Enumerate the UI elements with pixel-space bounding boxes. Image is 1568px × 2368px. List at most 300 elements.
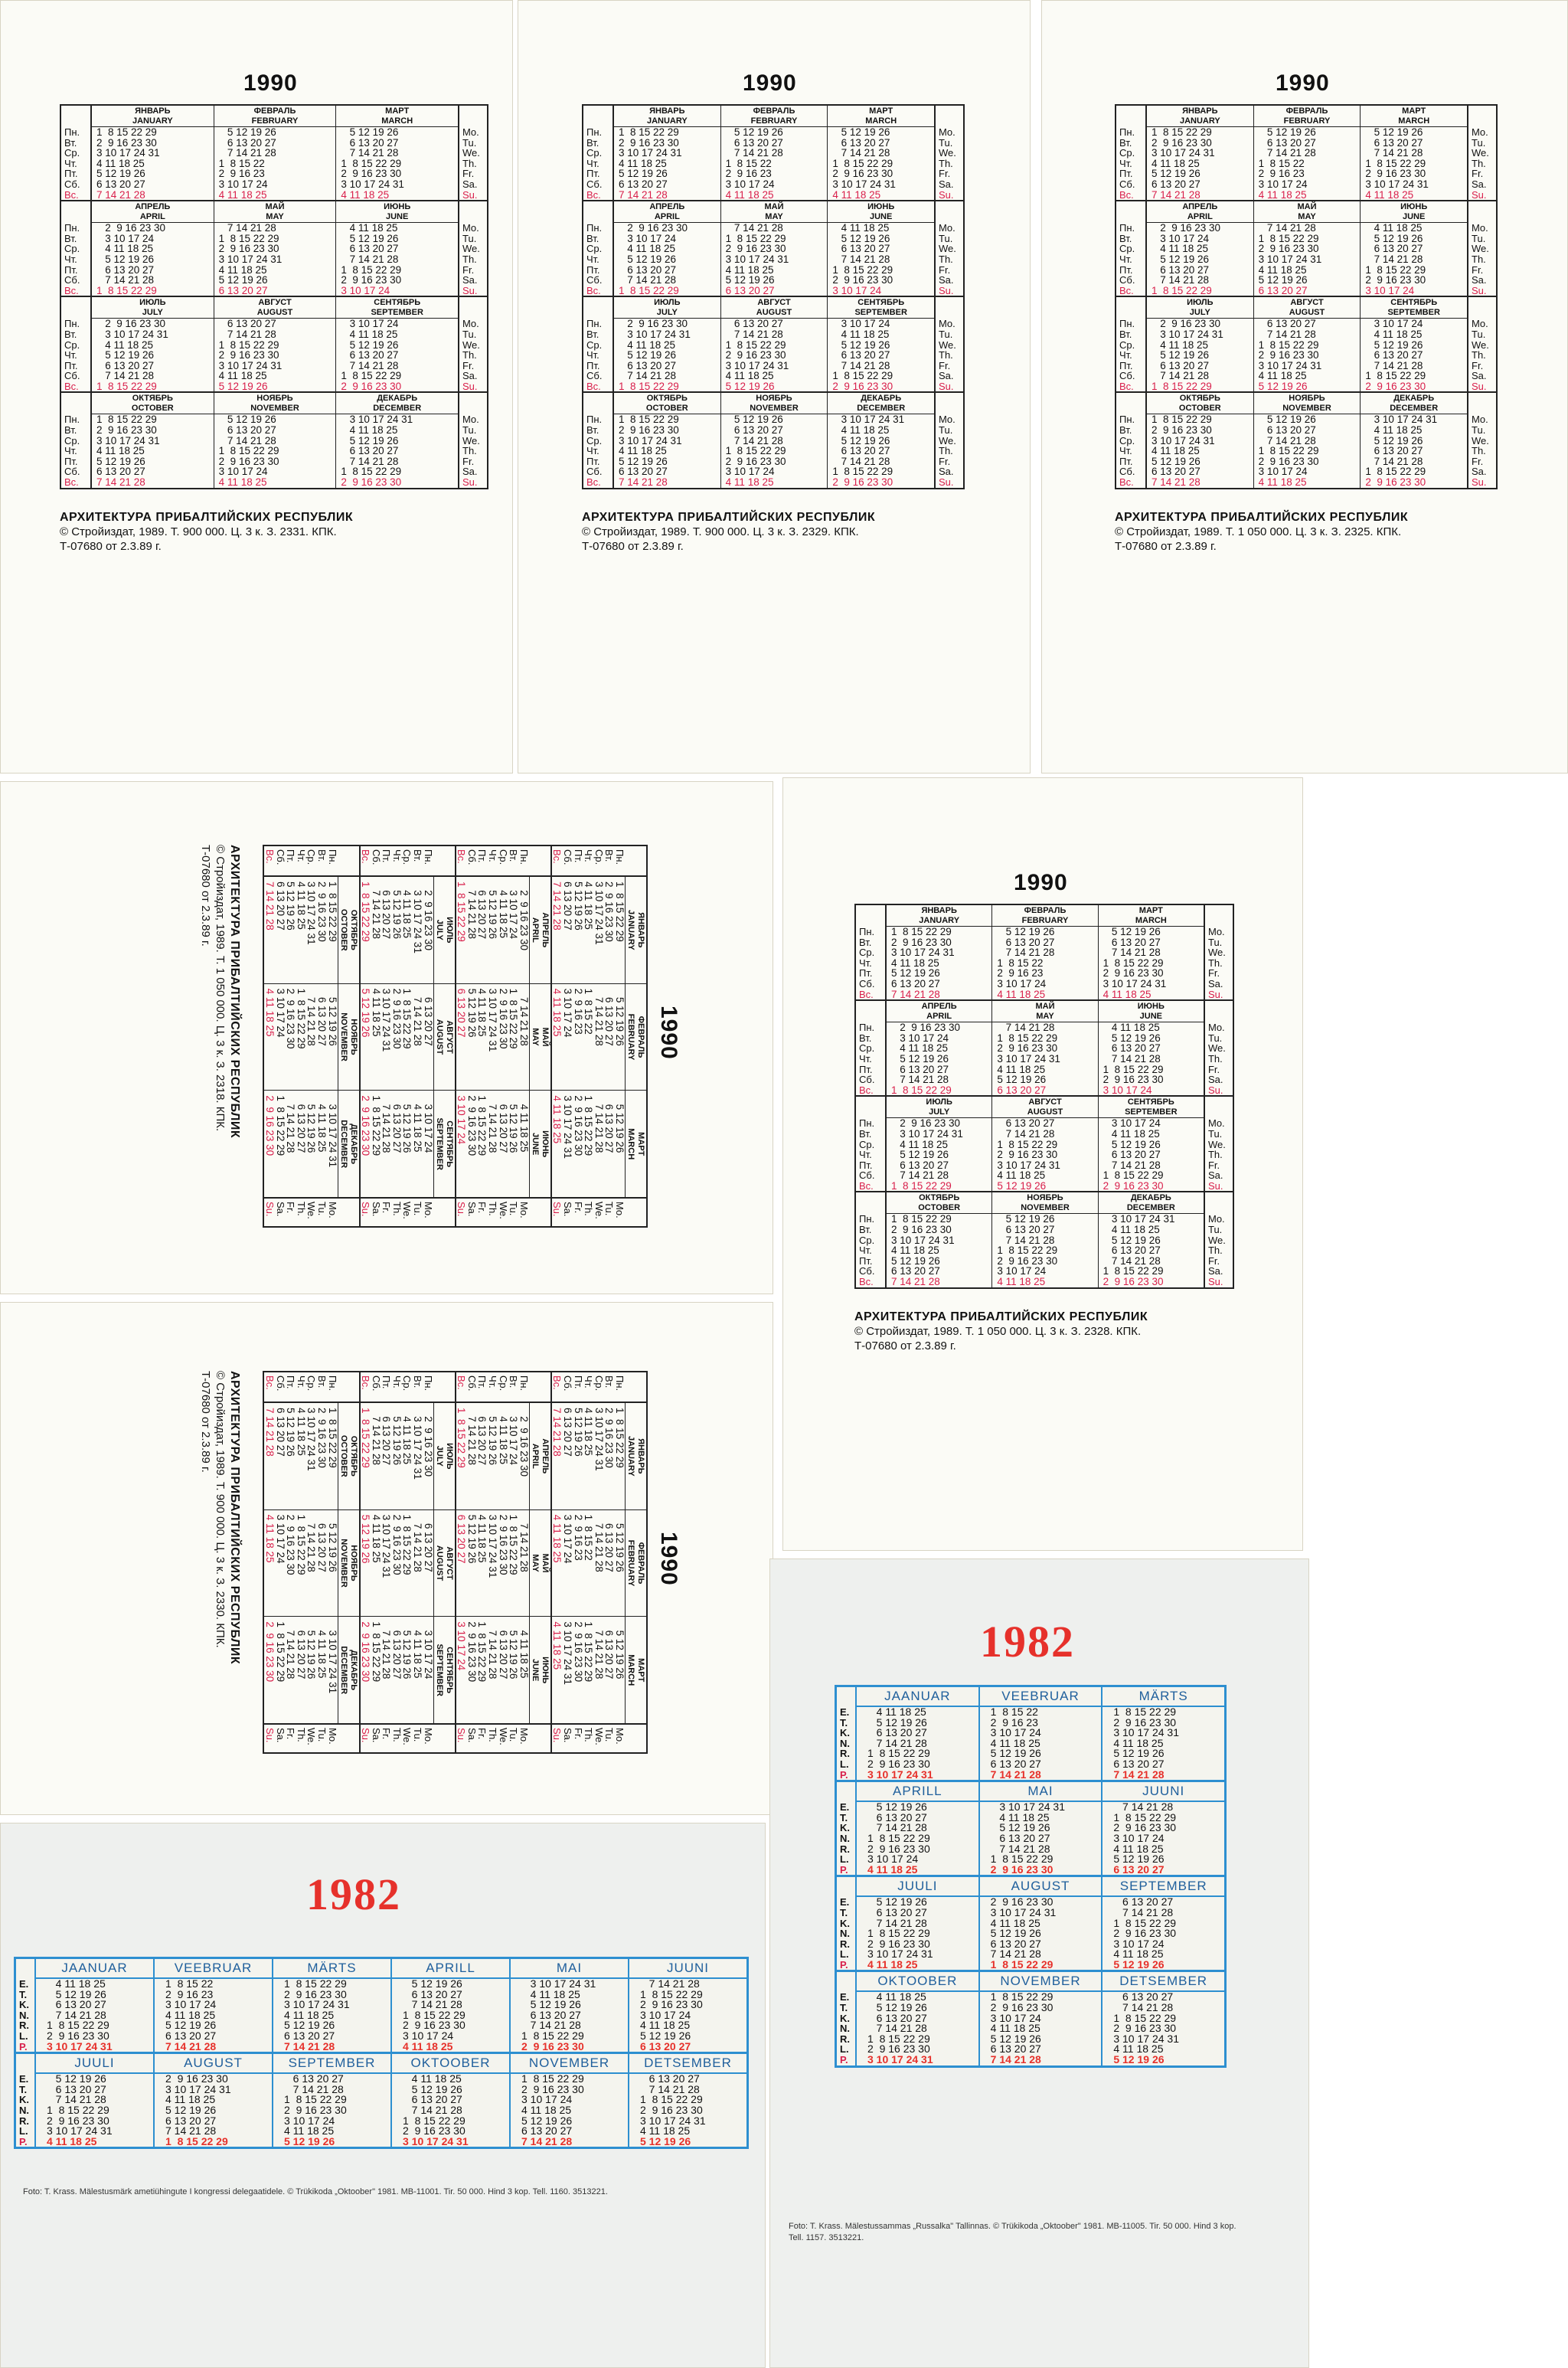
month-days <box>1254 127 1361 200</box>
month-days <box>828 127 934 200</box>
week-line: 3 10 17 24 <box>422 1621 434 1680</box>
weekday-label: Fr. <box>1472 455 1484 467</box>
week-line: 5 12 19 26 <box>619 349 677 361</box>
week-line: 2 9 16 23 30 <box>1113 1715 1177 1729</box>
week-line: 2 9 16 23 30 <box>867 2043 930 2056</box>
month-block <box>1099 905 1205 999</box>
week-line: 3 10 17 24 31 <box>218 253 283 265</box>
weekday-label: Пт. <box>381 1375 393 1389</box>
week-line: 6 13 20 27 <box>284 2029 335 2042</box>
week-line: 7 14 21 28 <box>341 455 399 467</box>
month-block <box>1099 1001 1205 1095</box>
week-line: 5 12 19 26 <box>401 1621 413 1680</box>
month-days <box>456 877 529 983</box>
week-line: 3 10 17 24 <box>274 988 286 1038</box>
week-line: 4 11 18 25 <box>725 370 774 382</box>
week-line: 7 14 21 28 <box>1102 1159 1161 1171</box>
quarter-row <box>1116 200 1496 296</box>
month-block <box>1102 1972 1224 2065</box>
weekday-label: Пт. <box>586 359 600 371</box>
weekday-label: Пн. <box>614 1375 626 1392</box>
week-line: 4 11 18 25 <box>725 476 774 489</box>
weekday-label: Сб. <box>466 1375 478 1392</box>
week-line: 7 14 21 28 <box>593 1514 605 1572</box>
month-block <box>1147 201 1254 296</box>
week-line: 3 10 17 24 <box>1102 1117 1161 1130</box>
week-line: 7 14 21 28 <box>990 2053 1041 2066</box>
month-name: VEEBRUAR <box>980 1687 1102 1707</box>
month-name: ОКТЯБРЬ OCTOBER <box>887 1192 991 1214</box>
weekday-label: Чт. <box>859 1245 872 1257</box>
week-line: 5 12 19 26 <box>326 988 338 1046</box>
week-line: 5 12 19 26 <box>401 1095 413 1153</box>
weekday-labels-ru <box>552 846 646 877</box>
week-line: 7 14 21 28 <box>1113 1801 1174 1814</box>
weekday-label: Tu. <box>1207 1032 1223 1044</box>
week-line: 2 9 16 23 30 <box>832 168 893 180</box>
month-block <box>264 1403 358 1510</box>
month-block <box>552 1510 646 1617</box>
week-line: 4 11 18 25 <box>284 2008 335 2021</box>
weekday-labels-ru <box>361 1372 455 1403</box>
weekday-label: L. <box>19 2125 28 2137</box>
weekday-label: Th. <box>487 1728 499 1742</box>
week-line: 7 14 21 28 <box>466 881 478 940</box>
week-line: 6 13 20 27 <box>1152 466 1200 478</box>
week-line: 6 13 20 27 <box>1365 349 1423 361</box>
week-line: 2 9 16 23 30 <box>997 1042 1058 1055</box>
week-line: 7 14 21 28 <box>619 274 677 286</box>
weekday-label: Вт. <box>1119 424 1132 437</box>
weekday-label: Пн. <box>586 126 603 138</box>
weekday-label: Mo. <box>939 318 956 330</box>
week-line: 5 12 19 26 <box>341 434 399 446</box>
month-block <box>980 1972 1103 2065</box>
month-block <box>511 1959 629 2052</box>
week-line: 1 8 15 22 29 <box>508 988 520 1049</box>
weekday-label: E. <box>19 1978 29 1990</box>
week-line: 5 12 19 26 <box>867 2001 927 2014</box>
month-days <box>392 2074 509 2147</box>
weekday-label: Пн. <box>586 414 603 426</box>
week-line: 4 11 18 25 <box>551 988 564 1037</box>
week-line: 2 9 16 23 30 <box>96 424 157 437</box>
week-line: 1 8 15 22 29 <box>218 445 279 457</box>
week-line: 3 10 17 24 31 <box>521 1977 596 1990</box>
weekday-label: Fr. <box>1472 359 1484 371</box>
month-name: АПРЕЛЬ APRIL <box>614 201 720 223</box>
week-line: 6 13 20 27 <box>1113 1895 1174 1908</box>
week-line: 2 9 16 23 30 <box>572 1095 584 1156</box>
month-block <box>264 984 358 1091</box>
weekday-labels-ru <box>264 1372 358 1403</box>
month-days <box>1361 319 1467 391</box>
week-line: 5 12 19 26 <box>990 1821 1050 1834</box>
weekday-label: Su. <box>551 1728 564 1743</box>
week-line: 2 9 16 23 30 <box>497 988 509 1049</box>
month-days <box>857 1897 978 1970</box>
weekday-label: Вт. <box>859 1127 872 1140</box>
month-block <box>614 201 721 296</box>
week-line: 5 12 19 26 <box>1152 349 1210 361</box>
month-name: ЯНВАРЬ JANUARY <box>625 877 646 983</box>
week-line: 5 12 19 26 <box>867 1895 927 1908</box>
year-title: 1990 <box>656 1532 681 1586</box>
week-line: 4 11 18 25 <box>165 2008 216 2021</box>
weekday-label: Чт. <box>64 349 77 361</box>
week-line: 4 11 18 25 <box>47 2134 97 2147</box>
week-line: 6 13 20 27 <box>1258 284 1308 296</box>
weekday-label: R. <box>840 1938 850 1950</box>
month-days <box>36 1979 153 2052</box>
weekday-label: Sa. <box>939 178 954 190</box>
week-line: 3 10 17 24 <box>619 232 677 244</box>
week-line: 7 14 21 28 <box>47 2008 106 2021</box>
weekday-label: Вт. <box>315 849 328 862</box>
weekday-label: We. <box>462 147 480 159</box>
month-name: MAI <box>980 1782 1102 1802</box>
week-line: 3 10 17 24 31 <box>725 359 789 371</box>
month-block <box>214 106 337 200</box>
week-line: 6 13 20 27 <box>1113 1990 1174 2003</box>
week-line: 6 13 20 27 <box>315 1514 328 1572</box>
year-title: 1982 <box>306 1869 401 1919</box>
week-line: 3 10 17 24 31 <box>218 359 283 371</box>
week-line: 5 12 19 26 <box>165 2019 217 2032</box>
weekday-labels-en <box>1205 1192 1233 1287</box>
week-line: 5 12 19 26 <box>360 988 372 1038</box>
week-line: 4 11 18 25 <box>1365 222 1423 234</box>
week-line: 1 8 15 22 29 <box>508 1514 520 1575</box>
week-line: 7 14 21 28 <box>832 455 890 467</box>
week-line: 6 13 20 27 <box>832 136 890 149</box>
weekday-label: Вс. <box>586 284 601 296</box>
weekday-label: We. <box>1207 1138 1226 1150</box>
week-line: 2 9 16 23 30 <box>1152 136 1212 149</box>
month-row <box>837 1875 1224 1970</box>
week-line: 6 13 20 27 <box>456 1514 468 1564</box>
week-line: 5 12 19 26 <box>619 455 668 467</box>
week-line: 7 14 21 28 <box>96 274 155 286</box>
month-row <box>837 1780 1224 1875</box>
week-line: 4 11 18 25 <box>990 1736 1040 1749</box>
week-line: 2 9 16 23 <box>725 168 772 180</box>
month-block <box>980 1782 1103 1875</box>
week-line: 7 14 21 28 <box>305 1514 318 1572</box>
month-days <box>857 1802 978 1875</box>
weekday-label: Ср. <box>401 849 413 865</box>
month-days <box>614 319 720 391</box>
weekday-label: Tu. <box>1207 1127 1223 1140</box>
year-title: 1990 <box>656 1006 681 1060</box>
week-line: 1 8 15 22 29 <box>832 466 893 478</box>
week-line: 1 8 15 22 29 <box>274 1621 286 1683</box>
week-line: 1 8 15 22 29 <box>725 232 786 244</box>
weekday-label: Чт. <box>859 957 872 969</box>
week-line: 5 12 19 26 <box>990 1747 1041 1760</box>
weekday-label: Пт. <box>859 1063 873 1075</box>
imprint: Foto: T. Krass. Mälestussammas „Russalka" Tallinnas. © Trükikoda „Oktoober" 1981. MB-11005. Tir. 50 000. Hind 3 kop. Tell. 1157. 3513221. <box>789 2222 1236 2242</box>
week-line: 7 14 21 28 <box>1152 370 1210 382</box>
week-line: 1 8 15 22 29 <box>1102 1265 1164 1277</box>
week-line: 7 14 21 28 <box>466 1408 478 1466</box>
weekday-label: Сб. <box>64 178 80 190</box>
week-line: 6 13 20 27 <box>1152 178 1200 190</box>
week-line: 4 11 18 25 <box>832 424 890 437</box>
month-block <box>511 2054 629 2147</box>
week-line: 2 9 16 23 30 <box>466 1621 478 1683</box>
week-line: 5 12 19 26 <box>1258 274 1308 286</box>
quarter-row <box>1116 391 1496 487</box>
week-line: 4 11 18 25 <box>891 1042 949 1055</box>
weekday-labels-ru <box>61 393 92 487</box>
week-line: 4 11 18 25 <box>725 188 774 201</box>
week-line: 2 9 16 23 30 <box>1113 1927 1177 1940</box>
weekday-label: Вс. <box>859 1276 874 1288</box>
footer-date: Т-07680 от 2.3.89 г. <box>1115 540 1217 553</box>
week-line: 3 10 17 24 31 <box>593 881 605 945</box>
month-block <box>992 1001 1098 1095</box>
weekday-label: Пн. <box>422 1375 434 1392</box>
month-block <box>92 201 214 296</box>
week-line: 6 13 20 27 <box>1365 243 1423 255</box>
week-line: 1 8 15 22 29 <box>1113 1706 1177 1718</box>
week-line: 5 12 19 26 <box>1152 253 1210 265</box>
week-line: 5 12 19 26 <box>1113 1958 1165 1971</box>
week-line: 4 11 18 25 <box>1258 263 1307 276</box>
weekday-label: Th. <box>295 1202 307 1216</box>
weekday-label: Tu. <box>603 1728 616 1742</box>
week-line: 2 9 16 23 30 <box>466 1095 478 1156</box>
weekday-label: Пн. <box>1119 414 1135 426</box>
weekday-label: Сб. <box>562 1375 574 1392</box>
weekday-label: Su. <box>456 1202 468 1217</box>
footer-date: Т-07680 от 2.3.89 г. <box>199 1371 212 1473</box>
week-line: 2 9 16 23 30 <box>403 2019 466 2032</box>
weekday-label: Ср. <box>586 147 603 159</box>
week-line: 5 12 19 26 <box>832 126 890 138</box>
week-line: 1 8 15 22 <box>165 1977 214 1990</box>
weekday-labels <box>16 1959 36 2052</box>
week-line: 3 10 17 24 <box>1365 318 1423 330</box>
week-line: 3 10 17 24 31 <box>593 1408 605 1471</box>
weekday-label: Вт. <box>315 1375 328 1388</box>
weekday-label: Fr. <box>462 359 475 371</box>
week-line: 4 11 18 25 <box>476 1514 488 1563</box>
week-line: 6 13 20 27 <box>341 445 399 457</box>
weekday-label: P. <box>840 2054 848 2066</box>
week-line: 1 8 15 22 29 <box>326 881 338 942</box>
month-name: АВГУСТ AUGUST <box>1254 297 1361 319</box>
weekday-label: Th. <box>1472 253 1486 265</box>
weekday-label: Ср. <box>1119 147 1135 159</box>
month-block <box>1099 1192 1205 1287</box>
weekday-labels-en <box>361 1725 455 1752</box>
month-name: АВГУСТ AUGUST <box>214 297 336 319</box>
weekday-label: Ср. <box>593 1375 605 1392</box>
month-days <box>992 927 1097 999</box>
month-days <box>1361 414 1467 487</box>
weekday-labels-en <box>1468 106 1496 200</box>
month-block <box>456 877 550 984</box>
week-line: 1 8 15 22 29 <box>990 1990 1054 2003</box>
week-line: 3 10 17 24 31 <box>381 988 393 1052</box>
weekday-label: Вс. <box>1119 188 1134 201</box>
weekday-label: Th. <box>583 1728 595 1742</box>
month-days <box>1147 319 1253 391</box>
week-line: 1 8 15 22 29 <box>583 1621 595 1683</box>
weekday-label: Чт. <box>1119 157 1132 169</box>
month-grid <box>582 104 965 489</box>
month-block <box>456 984 550 1091</box>
week-line: 6 13 20 27 <box>603 988 616 1046</box>
week-line: 3 10 17 24 31 <box>1365 178 1429 190</box>
week-line: 4 11 18 25 <box>518 1621 530 1679</box>
weekday-label: Sa. <box>462 274 478 286</box>
month-name: ФЕВРАЛЬ FEBRUARY <box>721 106 828 127</box>
weekday-label: Сб. <box>1119 274 1135 286</box>
week-line: 3 10 17 24 31 <box>305 881 318 945</box>
week-line: 3 10 17 24 31 <box>305 1408 318 1471</box>
weekday-label: Вт. <box>859 1032 872 1044</box>
week-line: 3 10 17 24 31 <box>1258 253 1322 265</box>
week-line: 1 8 15 22 29 <box>640 1987 703 2000</box>
week-line: 2 9 16 23 30 <box>315 881 328 942</box>
weekday-label: Сб. <box>370 1375 382 1392</box>
weekday-label: Sa. <box>562 1202 574 1217</box>
week-line: 7 14 21 28 <box>263 881 276 931</box>
weekday-label: Fr. <box>1207 1063 1220 1075</box>
month-block <box>264 877 358 984</box>
weekday-label: Th. <box>939 349 953 361</box>
quarter-row <box>264 1372 360 1752</box>
weekday-labels-ru <box>1116 297 1147 391</box>
weekday-label: Пт. <box>586 168 600 180</box>
weekday-label: Пн. <box>859 926 875 937</box>
week-line: 5 12 19 26 <box>466 1514 478 1564</box>
week-line: 3 10 17 24 31 <box>341 414 413 426</box>
month-days <box>456 1510 529 1617</box>
weekday-label: E. <box>840 1706 850 1718</box>
weekday-label: Сб. <box>64 370 80 382</box>
month-days <box>629 1979 746 2052</box>
weekday-label: Th. <box>295 1728 307 1742</box>
weekday-label: Su. <box>1472 188 1487 201</box>
week-line: 2 9 16 23 <box>997 967 1044 980</box>
weekday-label: E. <box>840 1896 850 1908</box>
weekday-label: Вс. <box>551 1375 564 1390</box>
week-line: 6 13 20 27 <box>274 1408 286 1457</box>
week-line: 3 10 17 24 31 <box>403 2134 469 2147</box>
weekday-label: Ср. <box>1119 434 1135 446</box>
weekday-label: Сб. <box>1119 466 1135 478</box>
week-line: 4 11 18 25 <box>218 476 267 489</box>
weekday-labels-en <box>459 201 487 296</box>
week-line: 2 9 16 23 30 <box>1102 967 1164 980</box>
weekday-label: Th. <box>462 253 477 265</box>
month-name: НОЯБРЬ NOVEMBER <box>338 1510 359 1617</box>
quarter-row <box>583 106 963 200</box>
weekday-label: Mo. <box>462 222 479 234</box>
week-line: 3 10 17 24 <box>521 2093 573 2106</box>
week-line: 7 14 21 28 <box>403 1998 462 2011</box>
week-line: 4 11 18 25 <box>1152 243 1209 255</box>
week-line: 3 10 17 24 <box>341 318 399 330</box>
week-line: 7 14 21 28 <box>1152 188 1200 201</box>
week-line: 1 8 15 22 29 <box>521 2029 584 2042</box>
month-block <box>456 1091 550 1199</box>
week-line: 6 13 20 27 <box>341 136 399 149</box>
weekday-label: Tu. <box>508 1728 520 1742</box>
month-block <box>155 1959 273 2052</box>
weekday-label: Чт. <box>487 1375 499 1388</box>
week-line: 1 8 15 22 29 <box>997 1245 1058 1257</box>
week-line: 3 10 17 24 31 <box>867 1768 933 1781</box>
month-name: ИЮНЬ JUNE <box>1099 1001 1204 1022</box>
weekday-labels-ru <box>456 846 550 877</box>
month-days <box>552 1091 625 1197</box>
week-line: 2 9 16 23 30 <box>867 1842 930 1855</box>
week-line: 2 9 16 23 30 <box>619 424 679 437</box>
month-block <box>456 1617 550 1725</box>
month-name: ФЕВРАЛЬ FEBRUARY <box>214 106 336 127</box>
weekday-label: Ср. <box>586 434 603 446</box>
week-line: 1 8 15 22 29 <box>1152 380 1212 392</box>
month-block <box>828 297 936 391</box>
week-line: 2 9 16 23 30 <box>422 881 434 951</box>
weekday-label: Пт. <box>285 849 297 863</box>
week-line: 6 13 20 27 <box>1152 263 1210 276</box>
week-line: 7 14 21 28 <box>96 476 145 489</box>
week-line: 1 8 15 22 <box>725 157 772 169</box>
weekday-label: Ср. <box>586 339 603 351</box>
weekday-labels-en <box>459 297 487 391</box>
month-block <box>264 1091 358 1199</box>
week-line: 2 9 16 23 30 <box>1258 243 1319 255</box>
weekday-label: Сб. <box>586 370 603 382</box>
quarter-row <box>361 1372 456 1752</box>
week-line: 4 11 18 25 <box>96 157 145 169</box>
footer-title: АРХИТЕКТУРА ПРИБАЛТИЙСКИХ РЕСПУБЛИК <box>582 511 876 524</box>
month-block <box>214 297 337 391</box>
week-line: 4 11 18 25 <box>619 157 667 169</box>
month-days <box>214 127 336 200</box>
weekday-label: K. <box>840 1822 850 1834</box>
week-line: 5 12 19 26 <box>285 881 297 931</box>
month-name: DETSEMBER <box>1102 1972 1224 1992</box>
week-line: 2 9 16 23 30 <box>263 1095 276 1156</box>
week-line: 3 10 17 24 <box>1113 1937 1165 1950</box>
month-block <box>1102 1687 1224 1780</box>
weekday-labels-en <box>936 297 963 391</box>
year-title: 1990 <box>743 70 797 96</box>
week-line: 5 12 19 26 <box>218 126 276 138</box>
weekday-label: Ср. <box>64 243 80 255</box>
week-line: 6 13 20 27 <box>476 881 488 940</box>
month-days <box>264 1617 337 1723</box>
month-name: ДЕКАБРЬ DECEMBER <box>336 393 458 414</box>
week-line: 1 8 15 22 29 <box>725 445 786 457</box>
week-line: 5 12 19 26 <box>725 274 775 286</box>
week-line: 3 10 17 24 <box>165 1998 217 2011</box>
month-block <box>614 106 721 200</box>
footer-date: Т-07680 от 2.3.89 г. <box>582 540 684 553</box>
weekday-label: Пт. <box>64 359 78 371</box>
weekday-label: Пн. <box>518 1375 530 1392</box>
footer-imprint: © Стройиздат, 1989. Т. 900 000. Ц. 3 к. З. 2331. КПК. <box>60 525 337 538</box>
week-line: 3 10 17 24 31 <box>47 2039 113 2052</box>
month-block <box>1102 1782 1224 1875</box>
